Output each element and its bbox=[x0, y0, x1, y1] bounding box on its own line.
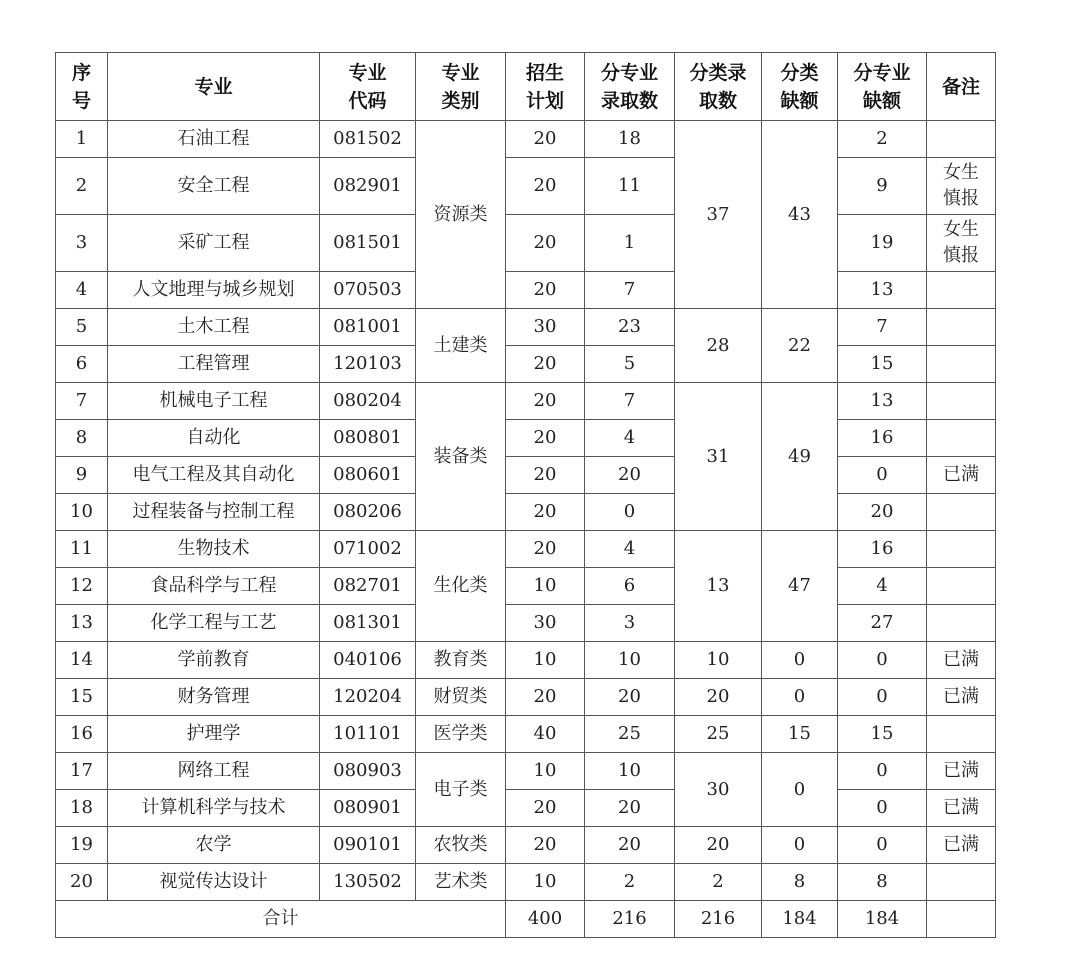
remark bbox=[927, 346, 996, 383]
row-no: 7 bbox=[56, 383, 108, 420]
category-name: 电子类 bbox=[416, 753, 506, 827]
major-shortfall: 8 bbox=[838, 864, 927, 901]
major-code: 130502 bbox=[320, 864, 416, 901]
category-admitted: 37 bbox=[675, 121, 762, 309]
row-no: 18 bbox=[56, 790, 108, 827]
major-shortfall: 0 bbox=[838, 457, 927, 494]
row-no: 16 bbox=[56, 716, 108, 753]
major-name: 财务管理 bbox=[108, 679, 320, 716]
row-no: 12 bbox=[56, 568, 108, 605]
category-shortfall: 0 bbox=[762, 753, 838, 827]
major-code: 080601 bbox=[320, 457, 416, 494]
header-plan: 招生 计划 bbox=[506, 53, 585, 121]
category-admitted: 20 bbox=[675, 679, 762, 716]
category-shortfall: 0 bbox=[762, 679, 838, 716]
total-category-admitted: 216 bbox=[675, 901, 762, 938]
category-name: 装备类 bbox=[416, 383, 506, 531]
category-name: 生化类 bbox=[416, 531, 506, 642]
major-code: 081001 bbox=[320, 309, 416, 346]
major-code: 040106 bbox=[320, 642, 416, 679]
category-shortfall: 15 bbox=[762, 716, 838, 753]
table-row bbox=[56, 309, 996, 346]
remark bbox=[927, 864, 996, 901]
table-row bbox=[56, 420, 996, 457]
category-shortfall: 0 bbox=[762, 827, 838, 864]
major-admitted: 4 bbox=[585, 420, 675, 457]
enrollment-plan: 20 bbox=[506, 121, 585, 158]
major-name: 学前教育 bbox=[108, 642, 320, 679]
table-row bbox=[56, 121, 996, 158]
header-remark: 备注 bbox=[927, 53, 996, 121]
major-name: 农学 bbox=[108, 827, 320, 864]
major-admitted: 5 bbox=[585, 346, 675, 383]
major-shortfall: 4 bbox=[838, 568, 927, 605]
major-admitted: 25 bbox=[585, 716, 675, 753]
row-no: 5 bbox=[56, 309, 108, 346]
major-shortfall: 15 bbox=[838, 716, 927, 753]
table-row bbox=[56, 531, 996, 568]
category-shortfall: 22 bbox=[762, 309, 838, 383]
category-admitted: 30 bbox=[675, 753, 762, 827]
remark bbox=[927, 272, 996, 309]
row-no: 2 bbox=[56, 158, 108, 215]
major-name: 自动化 bbox=[108, 420, 320, 457]
category-name: 资源类 bbox=[416, 121, 506, 309]
category-admitted: 25 bbox=[675, 716, 762, 753]
header-no: 序 号 bbox=[56, 53, 108, 121]
header-category: 专业 类别 bbox=[416, 53, 506, 121]
row-no: 8 bbox=[56, 420, 108, 457]
header-major-shortfall: 分专业 缺额 bbox=[838, 53, 927, 121]
enrollment-plan: 30 bbox=[506, 309, 585, 346]
remark: 已满 bbox=[927, 790, 996, 827]
enrollment-plan: 10 bbox=[506, 642, 585, 679]
table-row bbox=[56, 864, 996, 901]
remark bbox=[927, 568, 996, 605]
enrollment-plan: 10 bbox=[506, 753, 585, 790]
major-code: 081301 bbox=[320, 605, 416, 642]
row-no: 9 bbox=[56, 457, 108, 494]
remark: 已满 bbox=[927, 827, 996, 864]
major-admitted: 20 bbox=[585, 457, 675, 494]
category-shortfall: 49 bbox=[762, 383, 838, 531]
major-shortfall: 20 bbox=[838, 494, 927, 531]
header-major-admitted: 分专业 录取数 bbox=[585, 53, 675, 121]
category-shortfall: 47 bbox=[762, 531, 838, 642]
major-shortfall: 15 bbox=[838, 346, 927, 383]
major-admitted: 3 bbox=[585, 605, 675, 642]
category-admitted: 28 bbox=[675, 309, 762, 383]
row-no: 11 bbox=[56, 531, 108, 568]
major-shortfall: 7 bbox=[838, 309, 927, 346]
major-name: 生物技术 bbox=[108, 531, 320, 568]
table-row bbox=[56, 605, 996, 642]
major-admitted: 10 bbox=[585, 753, 675, 790]
row-no: 10 bbox=[56, 494, 108, 531]
major-name: 土木工程 bbox=[108, 309, 320, 346]
category-name: 教育类 bbox=[416, 642, 506, 679]
remark bbox=[927, 531, 996, 568]
major-shortfall: 0 bbox=[838, 679, 927, 716]
total-shortfall: 184 bbox=[838, 901, 927, 938]
remark: 女生 慎报 bbox=[927, 158, 996, 215]
major-admitted: 1 bbox=[585, 215, 675, 272]
category-name: 医学类 bbox=[416, 716, 506, 753]
major-admitted: 2 bbox=[585, 864, 675, 901]
remark bbox=[927, 716, 996, 753]
major-admitted: 20 bbox=[585, 790, 675, 827]
major-admitted: 23 bbox=[585, 309, 675, 346]
enrollment-plan: 20 bbox=[506, 531, 585, 568]
row-no: 17 bbox=[56, 753, 108, 790]
major-shortfall: 9 bbox=[838, 158, 927, 215]
total-remark bbox=[927, 901, 996, 938]
table-row bbox=[56, 827, 996, 864]
header-category-shortfall: 分类 缺额 bbox=[762, 53, 838, 121]
major-name: 食品科学与工程 bbox=[108, 568, 320, 605]
major-code: 081501 bbox=[320, 215, 416, 272]
major-name: 人文地理与城乡规划 bbox=[108, 272, 320, 309]
table-row bbox=[56, 158, 996, 215]
category-admitted: 20 bbox=[675, 827, 762, 864]
major-name: 护理学 bbox=[108, 716, 320, 753]
major-name: 化学工程与工艺 bbox=[108, 605, 320, 642]
category-name: 艺术类 bbox=[416, 864, 506, 901]
major-code: 080206 bbox=[320, 494, 416, 531]
major-name: 计算机科学与技术 bbox=[108, 790, 320, 827]
enrollment-plan: 20 bbox=[506, 790, 585, 827]
major-admitted: 20 bbox=[585, 827, 675, 864]
row-no: 4 bbox=[56, 272, 108, 309]
remark: 已满 bbox=[927, 457, 996, 494]
major-admitted: 7 bbox=[585, 383, 675, 420]
table-row bbox=[56, 494, 996, 531]
major-name: 电气工程及其自动化 bbox=[108, 457, 320, 494]
major-admitted: 4 bbox=[585, 531, 675, 568]
table-row bbox=[56, 383, 996, 420]
row-no: 3 bbox=[56, 215, 108, 272]
table-row bbox=[56, 215, 996, 272]
major-code: 080901 bbox=[320, 790, 416, 827]
enrollment-plan: 20 bbox=[506, 215, 585, 272]
major-code: 120103 bbox=[320, 346, 416, 383]
remark: 女生 慎报 bbox=[927, 215, 996, 272]
category-admitted: 2 bbox=[675, 864, 762, 901]
remark: 已满 bbox=[927, 753, 996, 790]
enrollment-plan: 20 bbox=[506, 420, 585, 457]
major-code: 080204 bbox=[320, 383, 416, 420]
major-code: 120204 bbox=[320, 679, 416, 716]
major-name: 采矿工程 bbox=[108, 215, 320, 272]
row-no: 20 bbox=[56, 864, 108, 901]
category-name: 农牧类 bbox=[416, 827, 506, 864]
category-name: 财贸类 bbox=[416, 679, 506, 716]
major-code: 080903 bbox=[320, 753, 416, 790]
row-no: 6 bbox=[56, 346, 108, 383]
category-shortfall: 0 bbox=[762, 642, 838, 679]
header-code: 专业 代码 bbox=[320, 53, 416, 121]
major-shortfall: 0 bbox=[838, 753, 927, 790]
enrollment-plan: 40 bbox=[506, 716, 585, 753]
remark: 已满 bbox=[927, 679, 996, 716]
enrollment-plan: 20 bbox=[506, 679, 585, 716]
major-admitted: 6 bbox=[585, 568, 675, 605]
row-no: 13 bbox=[56, 605, 108, 642]
major-code: 082701 bbox=[320, 568, 416, 605]
major-name: 机械电子工程 bbox=[108, 383, 320, 420]
major-code: 071002 bbox=[320, 531, 416, 568]
enrollment-plan: 20 bbox=[506, 494, 585, 531]
major-name: 过程装备与控制工程 bbox=[108, 494, 320, 531]
major-admitted: 11 bbox=[585, 158, 675, 215]
category-admitted: 31 bbox=[675, 383, 762, 531]
major-shortfall: 19 bbox=[838, 215, 927, 272]
major-admitted: 0 bbox=[585, 494, 675, 531]
enrollment-plan: 20 bbox=[506, 383, 585, 420]
major-code: 080801 bbox=[320, 420, 416, 457]
row-no: 14 bbox=[56, 642, 108, 679]
row-no: 1 bbox=[56, 121, 108, 158]
major-shortfall: 16 bbox=[838, 531, 927, 568]
table-row bbox=[56, 716, 996, 753]
major-shortfall: 16 bbox=[838, 420, 927, 457]
category-shortfall: 43 bbox=[762, 121, 838, 309]
remark bbox=[927, 605, 996, 642]
major-code: 090101 bbox=[320, 827, 416, 864]
remark bbox=[927, 309, 996, 346]
table-row bbox=[56, 272, 996, 309]
major-code: 082901 bbox=[320, 158, 416, 215]
enrollment-plan: 20 bbox=[506, 346, 585, 383]
major-admitted: 7 bbox=[585, 272, 675, 309]
table-row bbox=[56, 753, 996, 790]
major-shortfall: 0 bbox=[838, 790, 927, 827]
enrollment-plan: 10 bbox=[506, 568, 585, 605]
major-shortfall: 0 bbox=[838, 642, 927, 679]
major-name: 网络工程 bbox=[108, 753, 320, 790]
enrollment-plan: 20 bbox=[506, 457, 585, 494]
remark bbox=[927, 494, 996, 531]
total-category-shortfall: 184 bbox=[762, 901, 838, 938]
major-name: 石油工程 bbox=[108, 121, 320, 158]
header-category-admitted: 分类录 取数 bbox=[675, 53, 762, 121]
category-shortfall: 8 bbox=[762, 864, 838, 901]
table-body bbox=[56, 121, 996, 901]
category-admitted: 13 bbox=[675, 531, 762, 642]
enrollment-plan: 20 bbox=[506, 158, 585, 215]
table-row bbox=[56, 346, 996, 383]
admission-table bbox=[55, 52, 996, 938]
major-shortfall: 0 bbox=[838, 827, 927, 864]
major-shortfall: 13 bbox=[838, 272, 927, 309]
major-admitted: 18 bbox=[585, 121, 675, 158]
major-code: 070503 bbox=[320, 272, 416, 309]
enrollment-plan: 30 bbox=[506, 605, 585, 642]
major-name: 工程管理 bbox=[108, 346, 320, 383]
major-shortfall: 2 bbox=[838, 121, 927, 158]
total-admitted: 216 bbox=[585, 901, 675, 938]
remark bbox=[927, 383, 996, 420]
major-shortfall: 27 bbox=[838, 605, 927, 642]
remark bbox=[927, 121, 996, 158]
major-code: 081502 bbox=[320, 121, 416, 158]
major-name: 视觉传达设计 bbox=[108, 864, 320, 901]
remark bbox=[927, 420, 996, 457]
total-row bbox=[56, 901, 996, 938]
table-row bbox=[56, 679, 996, 716]
category-name: 土建类 bbox=[416, 309, 506, 383]
major-admitted: 10 bbox=[585, 642, 675, 679]
table-row bbox=[56, 790, 996, 827]
row-no: 19 bbox=[56, 827, 108, 864]
major-code: 101101 bbox=[320, 716, 416, 753]
header-major: 专业 bbox=[108, 53, 320, 121]
enrollment-plan: 10 bbox=[506, 864, 585, 901]
remark: 已满 bbox=[927, 642, 996, 679]
table-row bbox=[56, 457, 996, 494]
enrollment-plan: 20 bbox=[506, 827, 585, 864]
total-plan: 400 bbox=[506, 901, 585, 938]
major-admitted: 20 bbox=[585, 679, 675, 716]
category-admitted: 10 bbox=[675, 642, 762, 679]
table-row bbox=[56, 568, 996, 605]
header-row bbox=[56, 53, 996, 121]
total-label: 合计 bbox=[56, 901, 506, 938]
major-name: 安全工程 bbox=[108, 158, 320, 215]
row-no: 15 bbox=[56, 679, 108, 716]
major-shortfall: 13 bbox=[838, 383, 927, 420]
table-row bbox=[56, 642, 996, 679]
enrollment-plan: 20 bbox=[506, 272, 585, 309]
